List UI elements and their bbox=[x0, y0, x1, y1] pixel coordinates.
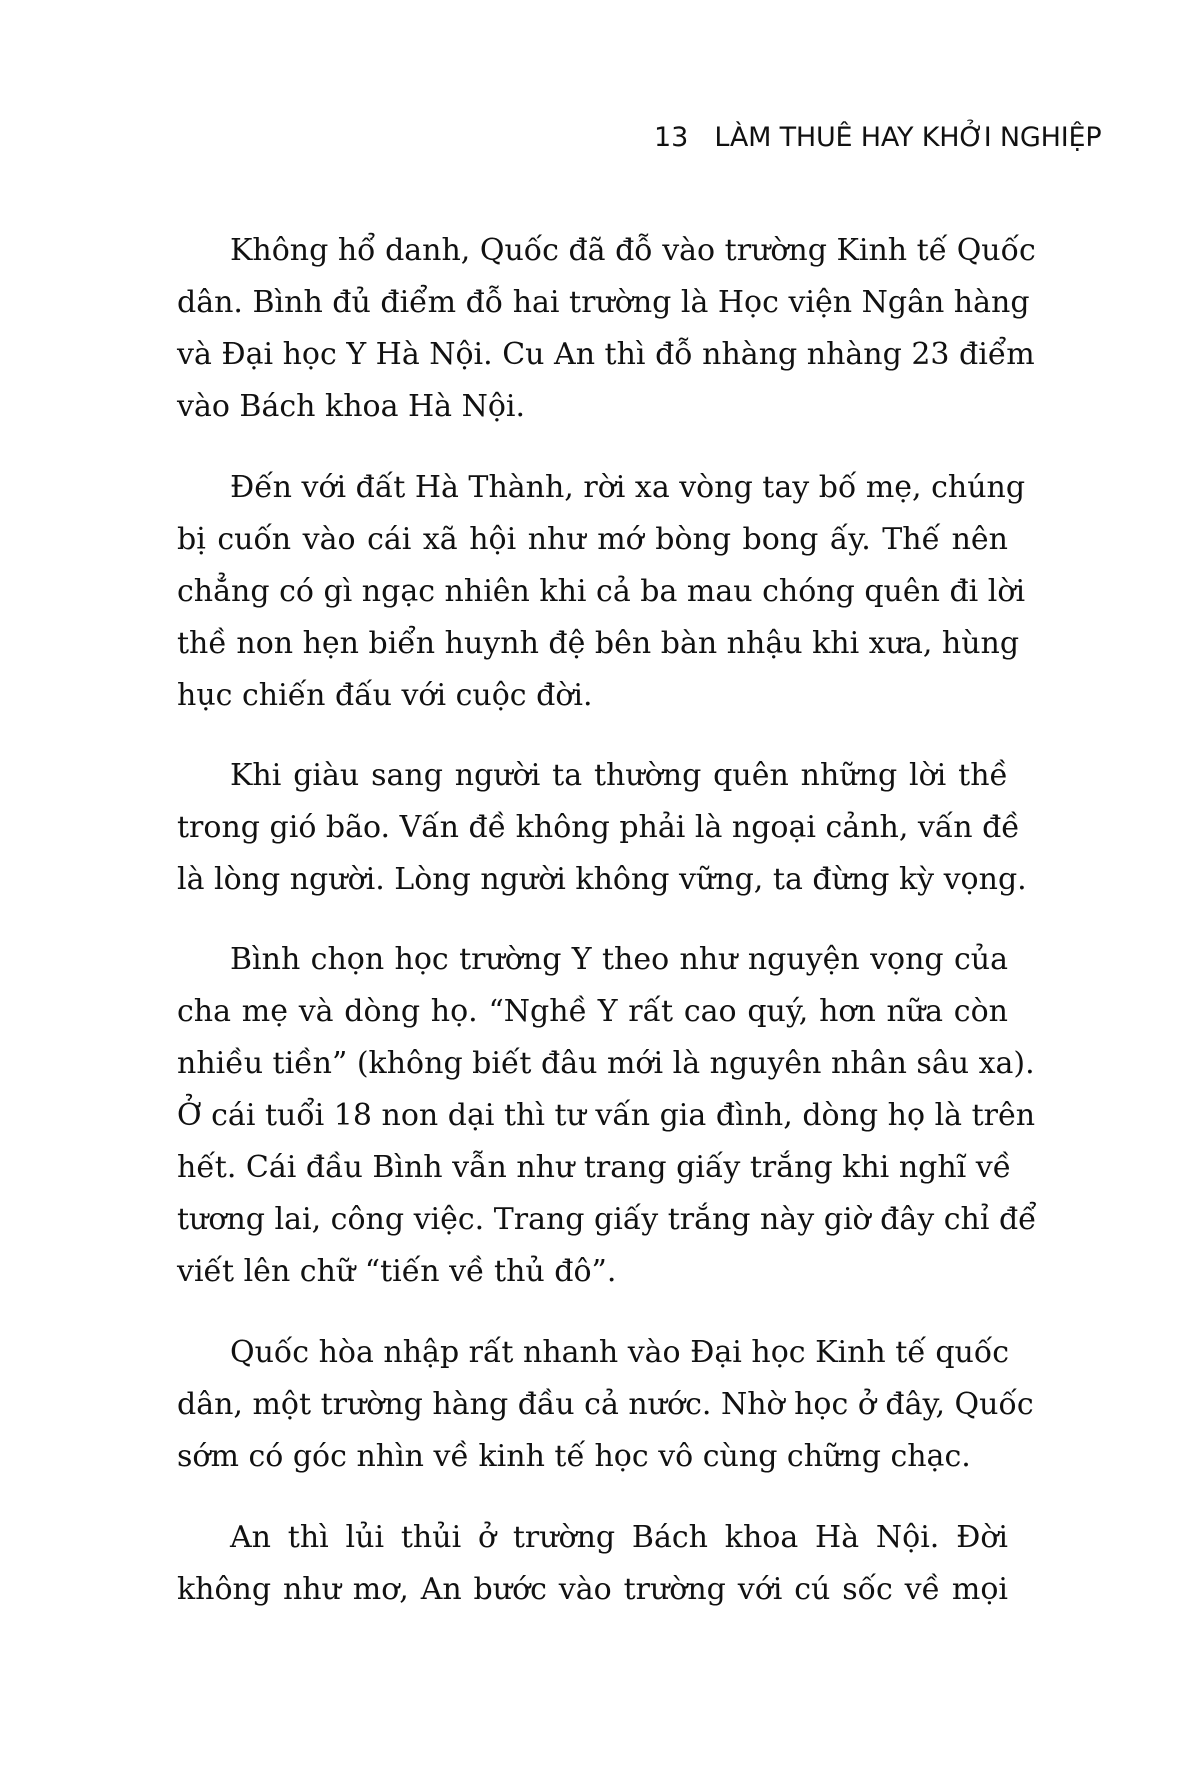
text-line: viết lên chữ “tiến về thủ đô”. bbox=[177, 1254, 617, 1289]
text-line: trong gió bão. Vấn đề không phải là ngoại cảnh, vấn đề bbox=[177, 810, 1020, 845]
text-line: và Đại học Y Hà Nội. Cu An thì đỗ nhàng nhàng 23 điểm bbox=[177, 337, 1035, 372]
text-line: Bình chọn học trường Y theo như nguyện vọng của bbox=[230, 942, 1008, 977]
text-line: Không hổ danh, Quốc đã đỗ vào trường Kinh tế Quốc bbox=[230, 233, 1036, 268]
text-line: Ở cái tuổi 18 non dại thì tư vấn gia đình, dòng họ là trên bbox=[177, 1098, 1036, 1133]
text-line: thề non hẹn biển huynh đệ bên bàn nhậu khi xưa, hùng bbox=[177, 626, 1020, 661]
text-line: dân. Bình đủ điểm đỗ hai trường là Học viện Ngân hàng bbox=[177, 285, 1030, 320]
text-line: An thì lủi thủi ở trường Bách khoa Hà Nội. Đời bbox=[230, 1520, 1008, 1555]
text-line: sớm có góc nhìn về kinh tế học vô cùng chững chạc. bbox=[177, 1439, 971, 1474]
text-line: cha mẹ và dòng họ. “Nghề Y rất cao quý, hơn nữa còn bbox=[177, 994, 1008, 1029]
text-line: Khi giàu sang người ta thường quên những lời thề bbox=[230, 758, 1008, 793]
text-line: vào Bách khoa Hà Nội. bbox=[177, 389, 526, 424]
text-line: Quốc hòa nhập rất nhanh vào Đại học Kinh tế quốc bbox=[230, 1335, 1010, 1370]
text-line: nhiều tiền” (không biết đâu mới là nguyên nhân sâu xa). bbox=[177, 1046, 1035, 1081]
text-line: Đến với đất Hà Thành, rời xa vòng tay bố mẹ, chúng bbox=[230, 470, 1026, 505]
running-header bbox=[654, 122, 1101, 162]
chapter-title: LÀM THUÊ HAY KHỞI NGHIỆP bbox=[714, 122, 1102, 153]
text-line: hục chiến đấu với cuộc đời. bbox=[177, 678, 593, 713]
text-line: bị cuốn vào cái xã hội như mớ bòng bong ấy. Thế nên bbox=[177, 522, 1008, 557]
text-line: tương lai, công việc. Trang giấy trắng này giờ đây chỉ để bbox=[177, 1202, 1037, 1237]
text-line: hết. Cái đầu Bình vẫn như trang giấy trắng khi nghĩ về bbox=[177, 1150, 1012, 1185]
text-line: là lòng người. Lòng người không vững, ta đừng kỳ vọng. bbox=[177, 862, 1027, 897]
text-line: dân, một trường hàng đầu cả nước. Nhờ học ở đây, Quốc bbox=[177, 1387, 1034, 1422]
text-line: không như mơ, An bước vào trường với cú sốc về mọi bbox=[177, 1572, 1008, 1607]
page-number: 13 bbox=[654, 122, 689, 153]
text-line: chẳng có gì ngạc nhiên khi cả ba mau chóng quên đi lời bbox=[177, 574, 1026, 609]
